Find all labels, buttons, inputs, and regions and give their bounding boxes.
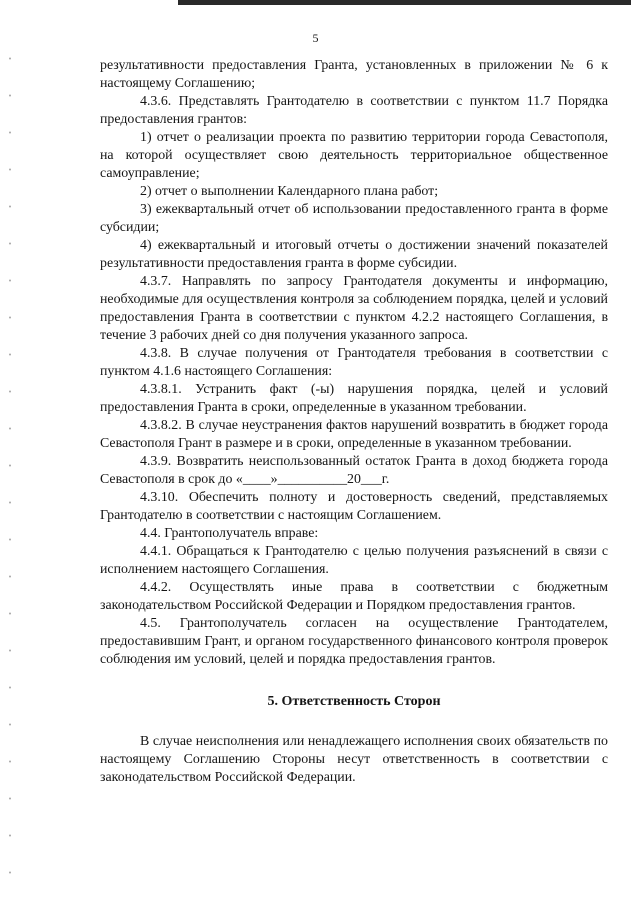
- paragraph-4-3-8: 4.3.8. В случае получения от Грантодателя требования в соответствии с пунктом 4.1.6 настоящего Соглашения:: [100, 346, 608, 379]
- section-paragraph: В случае неисполнения или ненадлежащего исполнения своих обязательств по настоящему Соглашению Стороны несут ответственность в соответствии с законодательством Российской Федерации.: [100, 734, 608, 785]
- document-body: [100, 57, 608, 787]
- paragraph-4-3-10: 4.3.10. Обеспечить полноту и достоверность сведений, представляемых Грантодателю в соответствии с настоящим Соглашением.: [100, 490, 608, 523]
- paragraph-4-5: 4.5. Грантополучатель согласен на осуществление Грантодателем, предоставившим Грант, и органом государственного финансового контроля проверок соблюдения им условий, целей и порядка предоставления грантов.: [100, 616, 608, 667]
- paragraph-item-2: 2) отчет о выполнении Календарного плана работ;: [140, 184, 439, 199]
- paragraph-4-4-2: 4.4.2. Осуществлять иные права в соответствии с бюджетным законодательством Российской Федерации и Порядком предоставления грантов.: [100, 580, 608, 613]
- paragraph-4-4-1: 4.4.1. Обращаться к Грантодателю с целью получения разъяснений в связи с исполнением настоящего Соглашения.: [100, 544, 608, 577]
- paragraph-4-3-6: 4.3.6. Представлять Грантодателю в соответствии с пунктом 11.7 Порядка предоставления грантов:: [100, 94, 608, 127]
- paragraph-4-3-8-1: 4.3.8.1. Устранить факт (-ы) нарушения порядка, целей и условий предоставления Гранта в сроки, определенные в указанном требовании.: [100, 382, 608, 415]
- paragraph-item-1: 1) отчет о реализации проекта по развитию территории города Севастополя, на которой осуществляет свою деятельность территориальное общественное самоуправление;: [100, 130, 608, 181]
- paragraph-4-4: 4.4. Грантополучатель вправе:: [140, 526, 319, 541]
- scan-edge-bar: [178, 0, 631, 5]
- page-number: 5: [312, 31, 319, 45]
- paragraph-continuation: результативности предоставления Гранта, установленных в приложении № 6 к настоящему Соглашению;: [100, 58, 608, 91]
- paragraph-item-4: 4) ежеквартальный и итоговый отчеты о достижении значений показателей результативности предоставления гранта в форме субсидии.: [100, 238, 608, 271]
- paragraph-4-3-8-2: 4.3.8.2. В случае неустранения фактов нарушений возвратить в бюджет города Севастополя Грант в размере и в сроки, определенные в указанном требовании.: [100, 418, 608, 451]
- paragraph-4-3-9: 4.3.9. Возвратить неиспользованный остаток Гранта в доход бюджета города Севастополя в срок до «____»__________20___г.: [100, 454, 608, 487]
- paragraph-item-3: 3) ежеквартальный отчет об использовании предоставленного гранта в форме субсидии;: [100, 202, 608, 235]
- section-heading: 5. Ответственность Сторон: [267, 694, 441, 709]
- scan-binding-dots: [8, 40, 12, 900]
- paragraph-4-3-7: 4.3.7. Направлять по запросу Грантодателя документы и информацию, необходимые для осуществления контроля за соблюдением порядка, целей и условий предоставления Гранта в соответствии с пунктом 4.2.2 настоящего Соглашения, в течение 3 рабочих дней со дня получения указанного запроса.: [100, 274, 608, 343]
